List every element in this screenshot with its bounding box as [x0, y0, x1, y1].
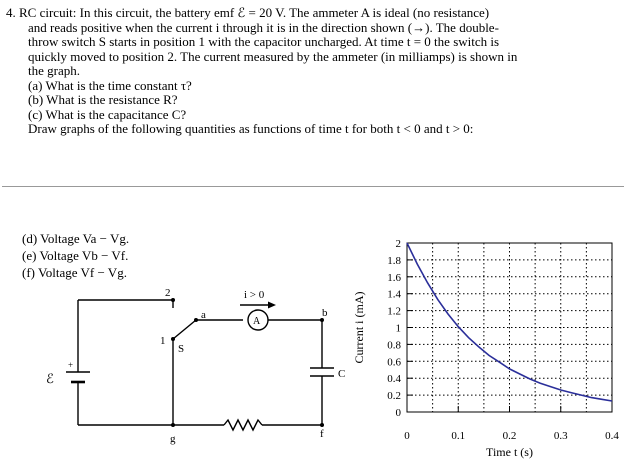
x-tick-label: 0.2 — [502, 430, 517, 442]
label-capacitor: C — [338, 368, 346, 380]
x-tick-label: 0.4 — [605, 430, 619, 442]
label-switch: S — [178, 343, 185, 355]
problem-line: quickly moved to position 2. The current measured by the ammeter (in milliamps) is shown in — [28, 48, 518, 64]
ammeter-label: A — [253, 316, 261, 327]
current-decay-curve — [407, 243, 612, 401]
y-axis-label: Current i (mA) — [352, 291, 366, 364]
x-tick-label: 0 — [404, 430, 410, 442]
y-tick-label: 0 — [395, 407, 401, 419]
label-node-g: g — [170, 433, 176, 445]
question-c: (c) What is the capacitance C? — [28, 106, 187, 122]
y-tick-label: 0.6 — [387, 356, 401, 369]
x-axis-label: Time t (s) — [486, 445, 533, 459]
label-node-f: f — [320, 428, 324, 440]
label-emf: ℰ — [46, 371, 54, 386]
problem-line: throw switch S starts in position 1 with the capacitor uncharged. At time t = 0 the switch is — [28, 34, 500, 49]
question-a: (a) What is the time constant τ? — [28, 77, 192, 93]
part-e: (e) Voltage Vb − Vf. — [22, 248, 129, 263]
y-tick-label: 0.8 — [387, 339, 401, 352]
problem-line: 4. RC circuit: In this circuit, the battery emf ℰ = 20 V. The ammeter A is ideal (no resistance) — [6, 5, 490, 20]
y-tick-label: 1.8 — [387, 254, 401, 267]
y-tick-label: 0.2 — [387, 390, 401, 403]
label-node-a: a — [201, 309, 206, 321]
problem-line: the graph. — [28, 63, 80, 78]
part-d: (d) Voltage Va − Vg. — [22, 231, 130, 246]
label-plus: + — [68, 360, 74, 370]
y-tick-label: 1.4 — [387, 288, 401, 301]
x-tick-label: 0.3 — [553, 430, 568, 442]
y-tick-label: 2 — [395, 238, 401, 250]
x-tick-label: 0.1 — [451, 430, 466, 442]
problem-line: and reads positive when the current i through it is in the direction shown (→). The double- — [28, 19, 499, 35]
part-f: (f) Voltage Vf − Vg. — [22, 265, 127, 280]
y-tick-label: 1.6 — [387, 271, 401, 284]
y-tick-label: 0.4 — [387, 373, 401, 386]
label-position-2: 2 — [165, 287, 171, 299]
y-tick-label: 1.2 — [387, 305, 401, 318]
question-b: (b) What is the resistance R? — [28, 92, 178, 107]
label-position-1: 1 — [160, 335, 166, 347]
draw-instruction: Draw graphs of the following quantities as functions of time t for both t < 0 and t > 0: — [28, 121, 474, 136]
y-tick-label: 1 — [395, 322, 401, 335]
label-node-b: b — [322, 307, 328, 319]
label-current-direction: i > 0 — [244, 289, 265, 301]
